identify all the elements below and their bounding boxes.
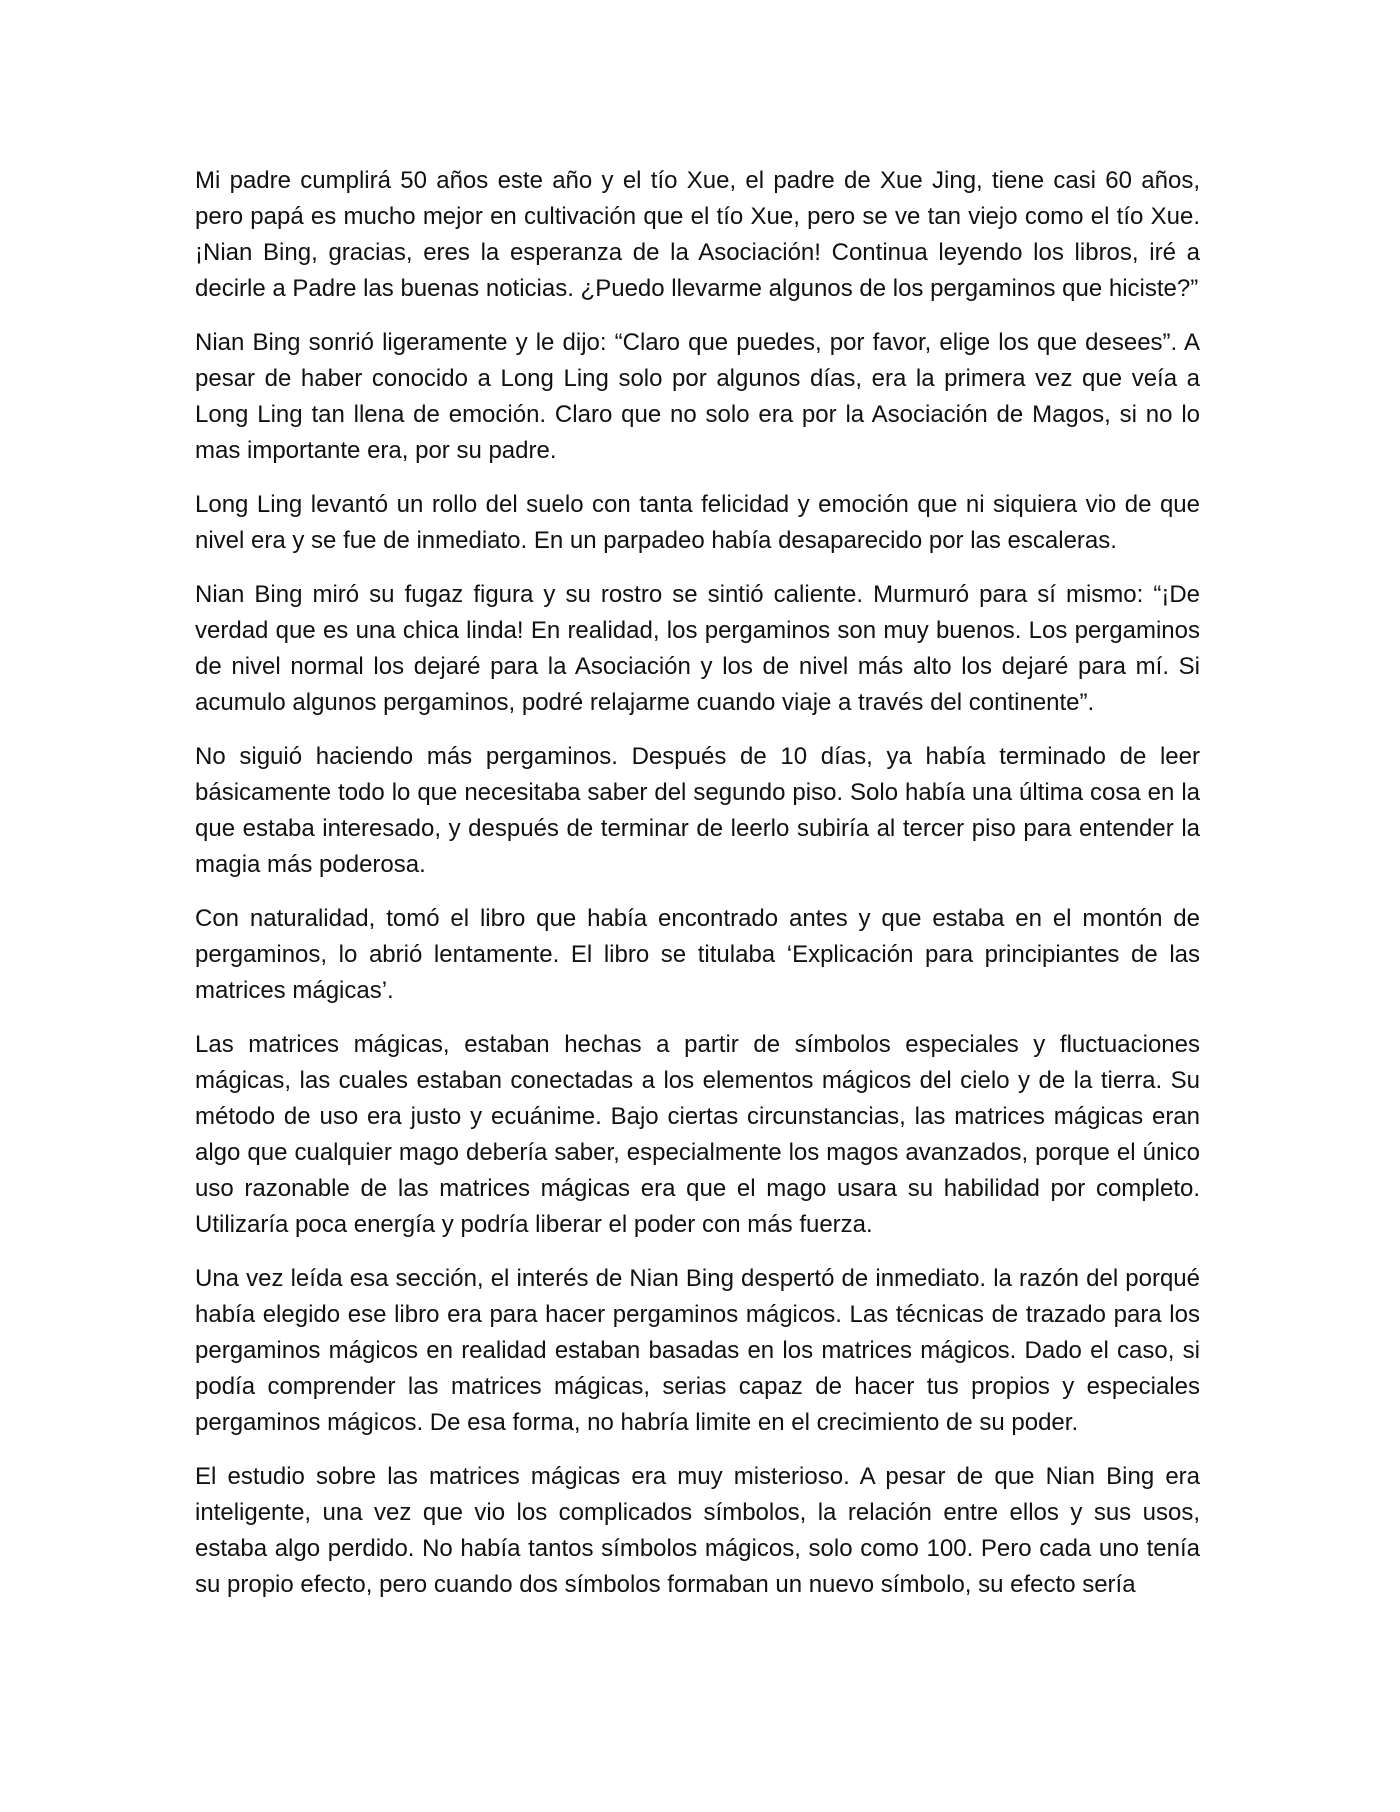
paragraph: Mi padre cumplirá 50 años este año y el tío Xue, el padre de Xue Jing, tiene casi 60 años, pero papá es mucho mejor en cultivación que el tío Xue, pero se ve tan viejo como el tío Xue. ¡Nian Bing, gracias, eres la esperanza de la Asociación! Continua leyendo los libros, iré a decirle a Padre las buenas noticias. ¿Puedo llevarme algunos de los pergaminos que hiciste?” [195,167,1200,302]
paragraph: Con naturalidad, tomó el libro que había encontrado antes y que estaba en el montón de pergaminos, lo abrió lentamente. El libro se titulaba ‘Explicación para principiantes de las matrices mágicas’. [195,905,1200,1004]
document-page [195,163,1200,1603]
paragraph: Una vez leída esa sección, el interés de Nian Bing despertó de inmediato. la razón del porqué había elegido ese libro era para hacer pergaminos mágicos. Las técnicas de trazado para los pergaminos mágicos en realidad estaban basadas en los matrices mágicos. Dado el caso, si podía comprender las matrices mágicas, serias capaz de hacer tus propios y especiales pergaminos mágicos. De esa forma, no habría limite en el crecimiento de su poder. [195,1265,1200,1436]
paragraph: Las matrices mágicas, estaban hechas a partir de símbolos especiales y fluctuaciones mágicas, las cuales estaban conectadas a los elementos mágicos del cielo y de la tierra. Su método de uso era justo y ecuánime. Bajo ciertas circunstancias, las matrices mágicas eran algo que cualquier mago debería saber, especialmente los magos avanzados, porque el único uso razonable de las matrices mágicas era que el mago usara su habilidad por completo. Utilizaría poca energía y podría liberar el poder con más fuerza. [195,1031,1200,1238]
paragraph: Long Ling levantó un rollo del suelo con tanta felicidad y emoción que ni siquiera vio de que nivel era y se fue de inmediato. En un parpadeo había desaparecido por las escaleras. [195,491,1200,554]
paragraph: Nian Bing miró su fugaz figura y su rostro se sintió caliente. Murmuró para sí mismo: “¡De verdad que es una chica linda! En realidad, los pergaminos son muy buenos. Los pergaminos de nivel normal los dejaré para la Asociación y los de nivel más alto los dejaré para mí. Si acumulo algunos pergaminos, podré relajarme cuando viaje a través del continente”. [195,581,1200,716]
paragraph: No siguió haciendo más pergaminos. Después de 10 días, ya había terminado de leer básicamente todo lo que necesitaba saber del segundo piso. Solo había una última cosa en la que estaba interesado, y después de terminar de leerlo subiría al tercer piso para entender la magia más poderosa. [195,743,1200,878]
paragraph: Nian Bing sonrió ligeramente y le dijo: “Claro que puedes, por favor, elige los que desees”. A pesar de haber conocido a Long Ling solo por algunos días, era la primera vez que veía a Long Ling tan llena de emoción. Claro que no solo era por la Asociación de Magos, si no lo mas importante era, por su padre. [195,329,1200,464]
paragraph: El estudio sobre las matrices mágicas era muy misterioso. A pesar de que Nian Bing era inteligente, una vez que vio los complicados símbolos, la relación entre ellos y sus usos, estaba algo perdido. No había tantos símbolos mágicos, solo como 100. Pero cada uno tenía su propio efecto, pero cuando dos símbolos formaban un nuevo símbolo, su efecto sería [195,1463,1200,1598]
